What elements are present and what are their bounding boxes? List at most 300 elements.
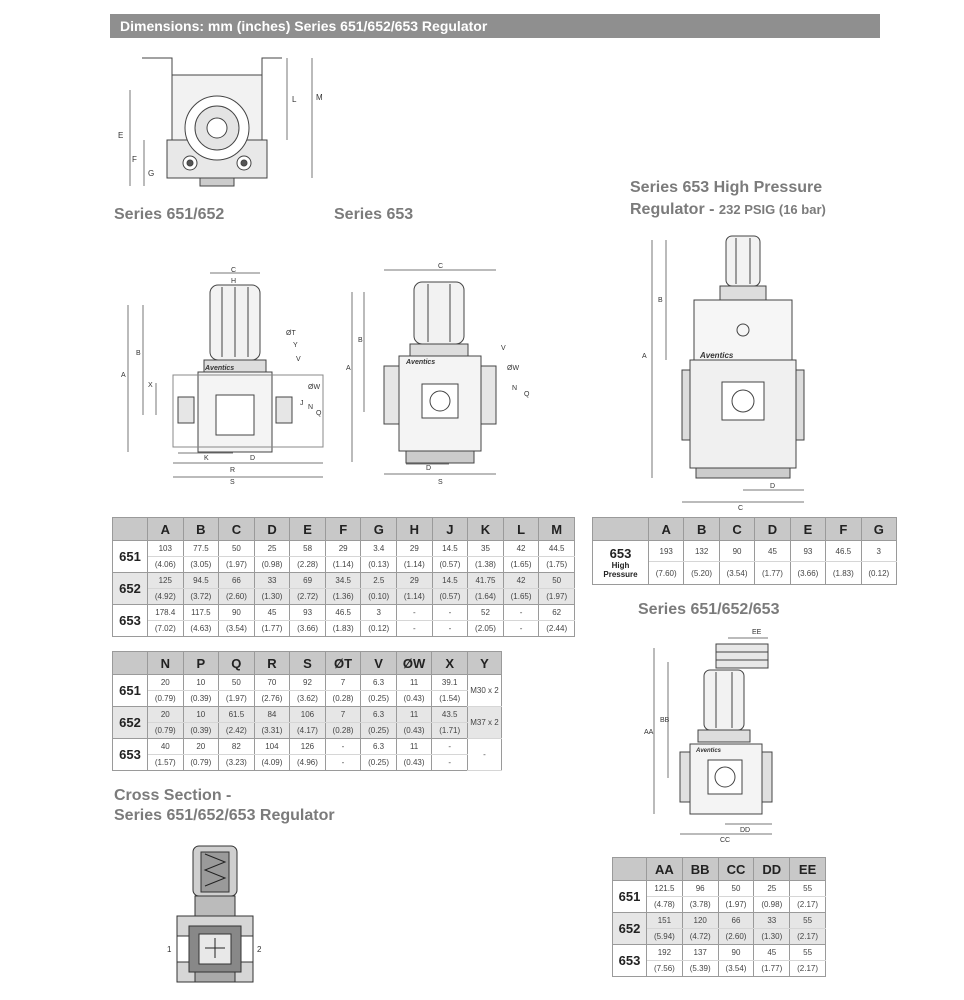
column-header: C xyxy=(719,518,754,541)
dim-label: BB xyxy=(660,717,670,724)
table-row xyxy=(113,691,502,707)
table-cell: 20 xyxy=(183,739,219,755)
row-label: 652 xyxy=(613,913,647,945)
table-corner xyxy=(113,518,148,541)
table-cell: 7 xyxy=(325,707,361,723)
table-cell: 92 xyxy=(290,675,326,691)
dim-label: A xyxy=(121,372,126,379)
table-cell: 42 xyxy=(503,541,539,557)
brand-logo: Aventics xyxy=(406,359,436,366)
table-cell: 132 xyxy=(684,541,719,562)
table-cell: (2.60) xyxy=(219,589,255,605)
table-cell: 41.75 xyxy=(468,573,504,589)
column-header: EE xyxy=(790,858,826,881)
row-label: 653 High Pressure xyxy=(593,541,649,585)
dim-label: N xyxy=(512,385,518,392)
table-cell: 6.3 xyxy=(361,707,397,723)
table-cell: 6.3 xyxy=(361,675,397,691)
table-cell: 6.3 xyxy=(361,739,397,755)
table-cell: (2.42) xyxy=(219,723,255,739)
table-cell: (1.97) xyxy=(219,557,255,573)
row-label: 651 xyxy=(113,541,148,573)
column-header: AA xyxy=(647,858,683,881)
table-cell: (2.60) xyxy=(718,929,754,945)
table-cell: (1.71) xyxy=(432,723,468,739)
table-row xyxy=(113,621,575,637)
table-cell: (3.66) xyxy=(790,562,825,585)
table-cell: (0.25) xyxy=(361,691,397,707)
table-cell: 120 xyxy=(682,913,718,929)
table-cell: 40 xyxy=(148,739,184,755)
table-cell: (0.39) xyxy=(183,691,219,707)
table-cell: (7.02) xyxy=(148,621,184,637)
table-cell: (0.28) xyxy=(325,723,361,739)
table-cell: (0.43) xyxy=(396,755,432,771)
table-cell: 193 xyxy=(649,541,684,562)
dim-label: EE xyxy=(752,629,762,636)
top-view-drawing xyxy=(112,50,342,200)
dim-label: B xyxy=(358,337,363,344)
table-cell: (1.83) xyxy=(826,562,861,585)
table-cell: (2.72) xyxy=(290,589,326,605)
column-header: S xyxy=(290,652,326,675)
table-cell: (4.72) xyxy=(682,929,718,945)
table-cell: (1.75) xyxy=(539,557,575,573)
dim-label: R xyxy=(230,467,236,474)
dim-label: X xyxy=(148,382,153,389)
table-cell: 35 xyxy=(468,541,504,557)
table-cell: - xyxy=(503,605,539,621)
table-cell: (1.65) xyxy=(503,589,539,605)
table-row xyxy=(113,723,502,739)
table-cell: (0.12) xyxy=(361,621,397,637)
caption-cross-section: Cross Section - xyxy=(114,787,232,804)
table-cell: (0.12) xyxy=(861,562,896,585)
dimensions-table-aa-ee xyxy=(612,857,826,977)
table-cell: 121.5 xyxy=(647,881,683,897)
dim-label: Y xyxy=(293,342,298,349)
table-cell: (2.44) xyxy=(539,621,575,637)
row-label: 653 xyxy=(113,739,148,771)
table-cell: 3 xyxy=(861,541,896,562)
table-cell: 14.5 xyxy=(432,541,468,557)
table-cell: (7.60) xyxy=(649,562,684,585)
table-cell: (1.38) xyxy=(468,557,504,573)
dim-label: ØW xyxy=(308,384,321,391)
table-cell: 7 xyxy=(325,675,361,691)
series-653-drawing xyxy=(344,262,539,487)
table-cell: 55 xyxy=(790,913,826,929)
column-header: B xyxy=(183,518,219,541)
table-cell: (1.77) xyxy=(755,562,790,585)
table-cell: 3 xyxy=(361,605,397,621)
table-cell: 11 xyxy=(396,675,432,691)
column-header: V xyxy=(361,652,397,675)
table-cell: 93 xyxy=(790,541,825,562)
dim-label: N xyxy=(308,404,314,411)
table-cell: (5.20) xyxy=(684,562,719,585)
column-header: G xyxy=(861,518,896,541)
table-cell: (4.78) xyxy=(647,897,683,913)
table-cell: 96 xyxy=(682,881,718,897)
dim-label: F xyxy=(132,155,137,164)
table-cell: 178.4 xyxy=(148,605,184,621)
dim-label: C xyxy=(231,267,237,274)
table-cell: 10 xyxy=(183,675,219,691)
table-cell: 50 xyxy=(539,573,575,589)
column-header: Y xyxy=(468,652,502,675)
table-cell: (0.43) xyxy=(396,723,432,739)
table-cell: (1.30) xyxy=(254,589,290,605)
table-cell: (3.72) xyxy=(183,589,219,605)
table-cell: 90 xyxy=(718,945,754,961)
table-cell: (1.14) xyxy=(397,589,433,605)
table-cell: (0.57) xyxy=(432,557,468,573)
column-header: BB xyxy=(682,858,718,881)
table-cell: - xyxy=(397,621,433,637)
caption-653-high-pressure-rating: Regulator - 232 PSIG (16 bar) xyxy=(630,201,826,218)
row-label: 652 xyxy=(113,573,148,605)
column-header: E xyxy=(290,518,326,541)
dim-label: D xyxy=(426,465,432,472)
column-header: X xyxy=(432,652,468,675)
table-cell: 125 xyxy=(148,573,184,589)
column-header: L xyxy=(503,518,539,541)
table-cell: (3.66) xyxy=(290,621,326,637)
table-row xyxy=(113,739,502,755)
table-cell: 43.5 xyxy=(432,707,468,723)
table-cell: - xyxy=(432,739,468,755)
table-cell: M30 x 2 xyxy=(468,675,502,707)
column-header: D xyxy=(254,518,290,541)
table-cell: (4.96) xyxy=(290,755,326,771)
table-cell: (1.97) xyxy=(718,897,754,913)
table-row xyxy=(613,945,826,961)
table-cell: (1.14) xyxy=(397,557,433,573)
row-label: 651 xyxy=(113,675,148,707)
column-header: P xyxy=(183,652,219,675)
table-cell: 50 xyxy=(718,881,754,897)
table-cell: 25 xyxy=(754,881,790,897)
table-cell: 66 xyxy=(219,573,255,589)
table-cell: (3.05) xyxy=(183,557,219,573)
table-cell: - xyxy=(325,755,361,771)
table-corner xyxy=(593,518,649,541)
table-cell: (3.54) xyxy=(219,621,255,637)
table-cell: (1.83) xyxy=(325,621,361,637)
table-cell: - xyxy=(432,621,468,637)
row-label: 652 xyxy=(113,707,148,739)
series-651-652-drawing xyxy=(118,265,333,485)
dim-label: ØW xyxy=(507,365,520,372)
table-cell: (1.14) xyxy=(325,557,361,573)
dim-label: M xyxy=(316,93,323,102)
column-header: DD xyxy=(754,858,790,881)
table-row xyxy=(113,573,575,589)
column-header: K xyxy=(468,518,504,541)
table-cell: 44.5 xyxy=(539,541,575,557)
dim-label: L xyxy=(292,95,297,104)
table-cell: (0.79) xyxy=(148,691,184,707)
table-cell: 93 xyxy=(290,605,326,621)
table-cell: - xyxy=(397,605,433,621)
column-header: N xyxy=(148,652,184,675)
table-cell: (0.79) xyxy=(148,723,184,739)
table-cell: 84 xyxy=(254,707,290,723)
table-cell: (3.54) xyxy=(718,961,754,977)
table-cell: 45 xyxy=(755,541,790,562)
table-cell: (0.98) xyxy=(754,897,790,913)
table-cell: (4.17) xyxy=(290,723,326,739)
table-cell: 29 xyxy=(397,573,433,589)
dim-label: C xyxy=(438,263,444,270)
port-label-1: 1 xyxy=(167,945,172,954)
dim-label: A xyxy=(642,353,647,360)
table-cell: (0.57) xyxy=(432,589,468,605)
table-cell: 46.5 xyxy=(325,605,361,621)
column-header: CC xyxy=(718,858,754,881)
table-cell: (2.28) xyxy=(290,557,326,573)
table-cell: 126 xyxy=(290,739,326,755)
page-title: Dimensions: mm (inches) Series 651/652/653 Regulator xyxy=(110,14,880,38)
table-row xyxy=(113,589,575,605)
table-cell: - xyxy=(503,621,539,637)
column-header: A xyxy=(148,518,184,541)
table-cell: (5.39) xyxy=(682,961,718,977)
column-header: R xyxy=(254,652,290,675)
dim-label: B xyxy=(136,350,141,357)
table-cell: (1.54) xyxy=(432,691,468,707)
table-cell: (3.62) xyxy=(290,691,326,707)
table-cell: (4.92) xyxy=(148,589,184,605)
dimensions-table-653-high-pressure xyxy=(592,517,897,585)
caption-cross-section-series: Series 651/652/653 Regulator xyxy=(114,807,335,824)
table-cell: (0.43) xyxy=(396,691,432,707)
table-cell: 3.4 xyxy=(361,541,397,557)
table-cell: 90 xyxy=(719,541,754,562)
table-cell: 61.5 xyxy=(219,707,255,723)
table-cell: 42 xyxy=(503,573,539,589)
table-cell: 29 xyxy=(397,541,433,557)
table-row xyxy=(593,541,897,562)
brand-logo: Aventics xyxy=(205,365,235,372)
table-cell: (3.78) xyxy=(682,897,718,913)
table-cell: (1.64) xyxy=(468,589,504,605)
row-label: 653 xyxy=(613,945,647,977)
table-cell: 2.5 xyxy=(361,573,397,589)
column-header: J xyxy=(432,518,468,541)
table-cell: (0.13) xyxy=(361,557,397,573)
table-cell: 39.1 xyxy=(432,675,468,691)
table-row xyxy=(113,755,502,771)
table-cell: 29 xyxy=(325,541,361,557)
column-header: M xyxy=(539,518,575,541)
table-cell: 103 xyxy=(148,541,184,557)
table-corner xyxy=(613,858,647,881)
table-cell: (1.36) xyxy=(325,589,361,605)
table-cell: (0.25) xyxy=(361,723,397,739)
table-cell: - xyxy=(468,739,502,771)
table-cell: (1.97) xyxy=(539,589,575,605)
table-cell: 104 xyxy=(254,739,290,755)
cross-section-drawing xyxy=(165,840,265,990)
brand-logo: Aventics xyxy=(700,351,734,360)
row-label: 651 xyxy=(613,881,647,913)
table-cell: (4.09) xyxy=(254,755,290,771)
table-cell: 58 xyxy=(290,541,326,557)
table-cell: (4.06) xyxy=(148,557,184,573)
table-cell: (2.17) xyxy=(790,929,826,945)
series-653-high-pressure-drawing xyxy=(630,230,810,510)
table-cell: 45 xyxy=(254,605,290,621)
column-header: E xyxy=(790,518,825,541)
table-cell: - xyxy=(432,755,468,771)
dim-label: D xyxy=(250,455,256,462)
table-cell: (3.23) xyxy=(219,755,255,771)
dim-label: S xyxy=(438,479,443,486)
caption-series-653: Series 653 xyxy=(334,206,414,223)
table-row xyxy=(613,913,826,929)
dim-label: AA xyxy=(644,729,654,736)
table-cell: - xyxy=(325,739,361,755)
column-header: F xyxy=(325,518,361,541)
port-label-2: 2 xyxy=(257,945,262,954)
table-corner xyxy=(113,652,148,675)
table-cell: 62 xyxy=(539,605,575,621)
table-cell: (2.17) xyxy=(790,961,826,977)
table-cell: 94.5 xyxy=(183,573,219,589)
table-cell: 69 xyxy=(290,573,326,589)
table-cell: (3.54) xyxy=(719,562,754,585)
table-cell: 20 xyxy=(148,707,184,723)
dimensions-table-n-y xyxy=(112,651,502,771)
table-cell: 33 xyxy=(254,573,290,589)
table-cell: 50 xyxy=(219,541,255,557)
table-cell: 52 xyxy=(468,605,504,621)
dim-label: CC xyxy=(720,837,731,844)
table-cell: 55 xyxy=(790,881,826,897)
table-cell: (4.63) xyxy=(183,621,219,637)
table-cell: (1.65) xyxy=(503,557,539,573)
dim-label: H xyxy=(231,278,237,285)
table-cell: 137 xyxy=(682,945,718,961)
caption-series-651-652: Series 651/652 xyxy=(114,206,225,223)
table-cell: (1.30) xyxy=(754,929,790,945)
table-cell: 70 xyxy=(254,675,290,691)
table-cell: (0.98) xyxy=(254,557,290,573)
table-cell: (1.57) xyxy=(148,755,184,771)
caption-series-651-652-653: Series 651/652/653 xyxy=(638,601,780,618)
table-cell: 151 xyxy=(647,913,683,929)
table-cell: 10 xyxy=(183,707,219,723)
column-header: B xyxy=(684,518,719,541)
table-row xyxy=(113,541,575,557)
table-cell: (0.79) xyxy=(183,755,219,771)
dim-label: V xyxy=(296,356,301,363)
table-cell: (2.05) xyxy=(468,621,504,637)
table-cell: 82 xyxy=(219,739,255,755)
dimensions-table-a-m xyxy=(112,517,575,637)
table-cell: 45 xyxy=(754,945,790,961)
table-cell: (2.17) xyxy=(790,897,826,913)
table-row xyxy=(113,605,575,621)
column-header: F xyxy=(826,518,861,541)
table-cell: (1.97) xyxy=(219,691,255,707)
dim-label: A xyxy=(346,365,351,372)
table-cell: 33 xyxy=(754,913,790,929)
table-cell: M37 x 2 xyxy=(468,707,502,739)
table-cell: 66 xyxy=(718,913,754,929)
table-row xyxy=(113,675,502,691)
column-header: D xyxy=(755,518,790,541)
dim-label: K xyxy=(204,455,209,462)
dim-label: B xyxy=(658,297,663,304)
table-row xyxy=(113,557,575,573)
table-cell: (0.39) xyxy=(183,723,219,739)
table-cell: 55 xyxy=(790,945,826,961)
table-cell: 50 xyxy=(219,675,255,691)
table-cell: 46.5 xyxy=(826,541,861,562)
dim-label: Q xyxy=(524,391,530,398)
dim-label: Q xyxy=(316,410,322,417)
table-cell: - xyxy=(432,605,468,621)
table-cell: 11 xyxy=(396,739,432,755)
column-header: A xyxy=(649,518,684,541)
table-cell: 192 xyxy=(647,945,683,961)
table-cell: 117.5 xyxy=(183,605,219,621)
caption-653-high-pressure: Series 653 High Pressure xyxy=(630,179,823,196)
table-cell: 25 xyxy=(254,541,290,557)
dim-label: V xyxy=(501,345,506,352)
table-cell: 34.5 xyxy=(325,573,361,589)
dim-label: J xyxy=(300,400,304,407)
column-header: H xyxy=(397,518,433,541)
column-header: Q xyxy=(219,652,255,675)
dim-label: D xyxy=(770,483,776,490)
column-header: C xyxy=(219,518,255,541)
table-cell: (3.31) xyxy=(254,723,290,739)
table-cell: (2.76) xyxy=(254,691,290,707)
table-cell: 90 xyxy=(219,605,255,621)
brand-logo: Aventics xyxy=(696,748,722,754)
dim-label: G xyxy=(148,169,155,178)
table-cell: (1.77) xyxy=(754,961,790,977)
table-cell: (1.77) xyxy=(254,621,290,637)
table-cell: 20 xyxy=(148,675,184,691)
table-cell: (5.94) xyxy=(647,929,683,945)
table-row xyxy=(613,881,826,897)
dim-label: DD xyxy=(740,827,751,834)
row-label: 653 xyxy=(113,605,148,637)
table-cell: (0.10) xyxy=(361,589,397,605)
table-cell: 11 xyxy=(396,707,432,723)
table-cell: 14.5 xyxy=(432,573,468,589)
panel-mount-drawing xyxy=(640,622,790,844)
dim-label: C xyxy=(738,505,744,512)
dim-label: E xyxy=(118,131,124,140)
column-header: ØW xyxy=(396,652,432,675)
table-cell: (0.25) xyxy=(361,755,397,771)
dim-label: ØT xyxy=(286,330,296,337)
column-header: ØT xyxy=(325,652,361,675)
dim-label: S xyxy=(230,479,235,486)
table-cell: (0.28) xyxy=(325,691,361,707)
table-cell: 77.5 xyxy=(183,541,219,557)
table-row xyxy=(113,707,502,723)
column-header: G xyxy=(361,518,397,541)
table-cell: 106 xyxy=(290,707,326,723)
table-cell: (7.56) xyxy=(647,961,683,977)
